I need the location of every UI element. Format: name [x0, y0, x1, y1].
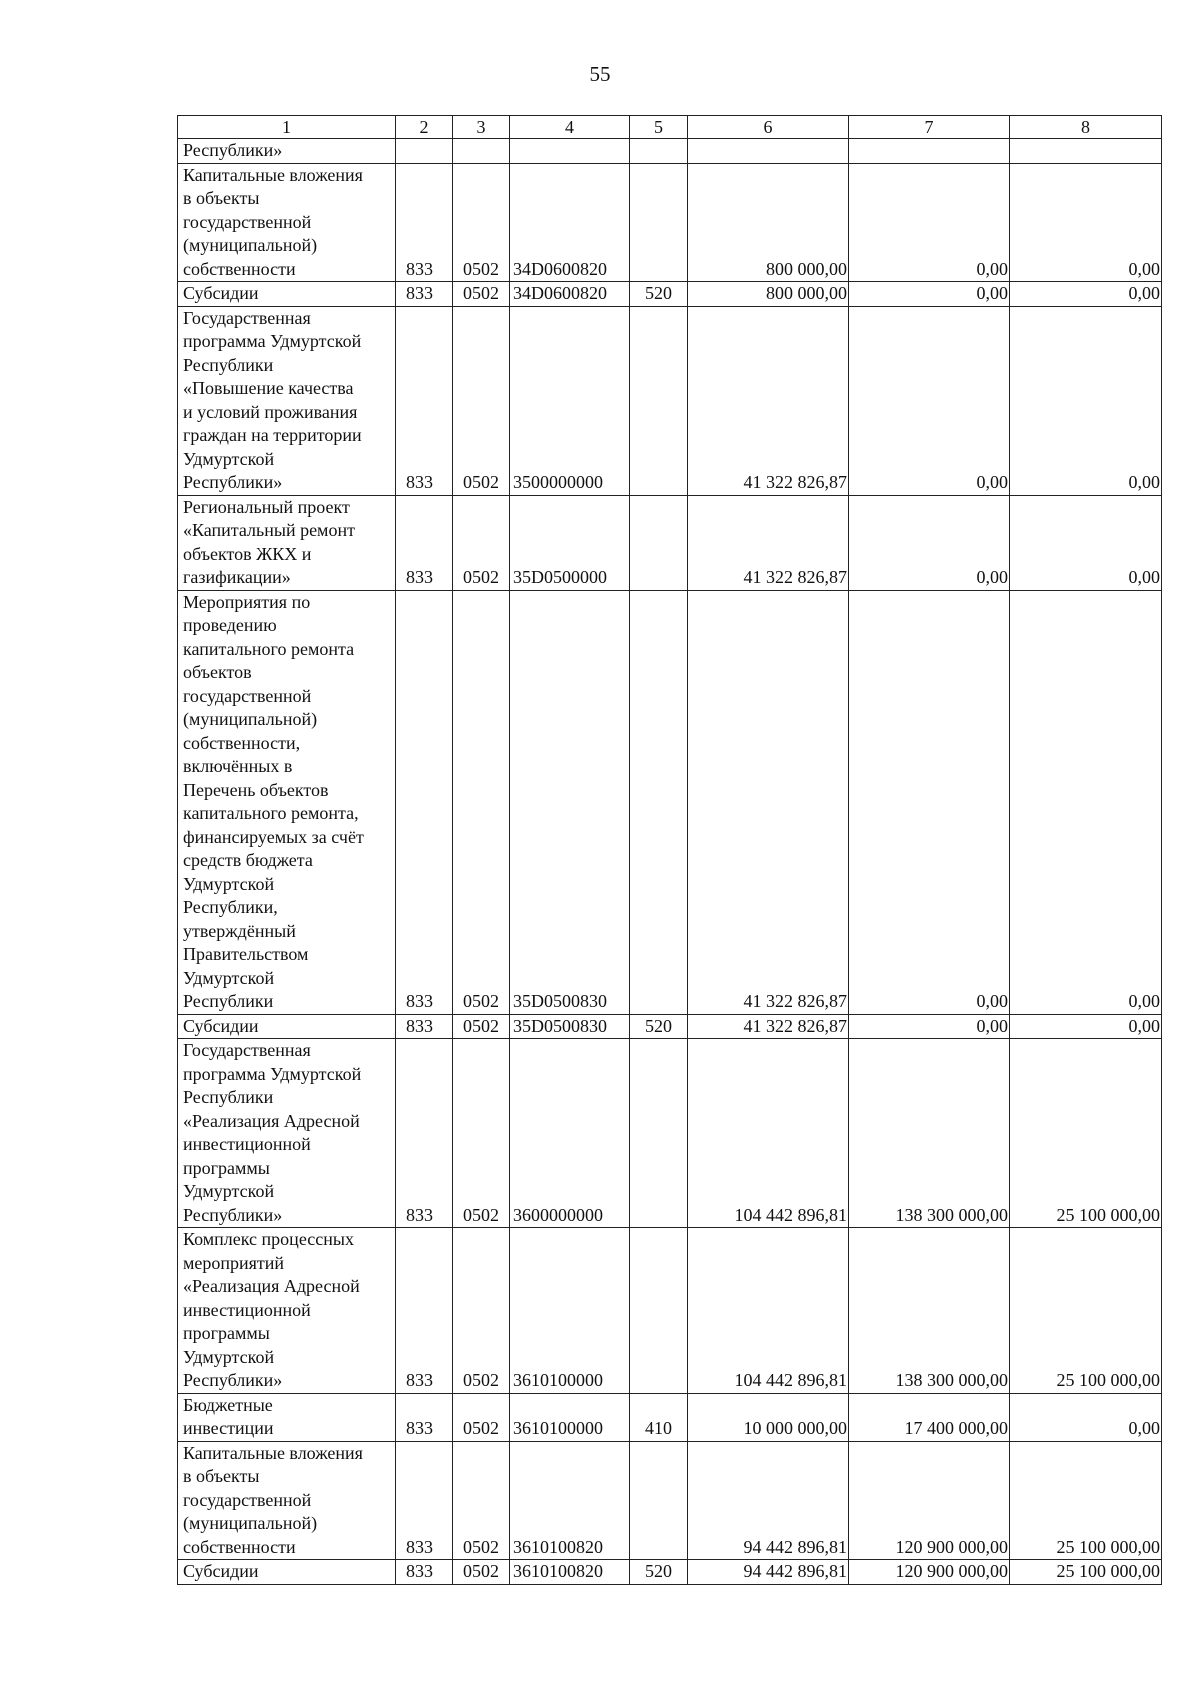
expense-type-cell: 410 [630, 1393, 688, 1441]
section-code-cell: 0502 [453, 1393, 510, 1441]
amount-col7-cell: 0,00 [849, 282, 1010, 307]
row-name-cell: Субсидии [178, 282, 396, 307]
target-article-cell: 35D0500830 [510, 590, 630, 1014]
table-row [178, 1441, 1162, 1560]
target-article-cell: 3600000000 [510, 1039, 630, 1228]
amount-col8-cell: 0,00 [1010, 306, 1162, 495]
target-article-cell: 3500000000 [510, 306, 630, 495]
amount-col7-cell: 138 300 000,00 [849, 1039, 1010, 1228]
section-code-cell: 0502 [453, 1560, 510, 1585]
section-code-cell: 0502 [453, 590, 510, 1014]
expense-type-cell [630, 1441, 688, 1560]
admin-code-cell: 833 [396, 163, 453, 282]
amount-col7-cell: 120 900 000,00 [849, 1560, 1010, 1585]
amount-col8-cell: 25 100 000,00 [1010, 1441, 1162, 1560]
amount-col7-cell [849, 139, 1010, 164]
amount-col8-cell: 0,00 [1010, 282, 1162, 307]
amount-col6-cell: 41 322 826,87 [688, 590, 849, 1014]
admin-code-cell: 833 [396, 282, 453, 307]
table-row [178, 590, 1162, 1014]
target-article-cell: 35D0500830 [510, 1014, 630, 1039]
amount-col7-cell: 0,00 [849, 306, 1010, 495]
expense-type-cell [630, 495, 688, 590]
amount-col6-cell: 104 442 896,81 [688, 1228, 849, 1394]
section-code-cell: 0502 [453, 282, 510, 307]
expense-type-cell: 520 [630, 282, 688, 307]
table-row [178, 306, 1162, 495]
header-cell: 5 [630, 116, 688, 139]
amount-col7-cell: 0,00 [849, 163, 1010, 282]
section-code-cell: 0502 [453, 1441, 510, 1560]
table-header-row [178, 116, 1162, 139]
expense-type-cell [630, 1228, 688, 1394]
table-row [178, 282, 1162, 307]
header-cell: 8 [1010, 116, 1162, 139]
header-cell: 4 [510, 116, 630, 139]
admin-code-cell: 833 [396, 1560, 453, 1585]
amount-col6-cell [688, 139, 849, 164]
admin-code-cell: 833 [396, 590, 453, 1014]
amount-col6-cell: 10 000 000,00 [688, 1393, 849, 1441]
expense-type-cell [630, 163, 688, 282]
admin-code-cell: 833 [396, 1441, 453, 1560]
amount-col6-cell: 41 322 826,87 [688, 1014, 849, 1039]
row-name-cell: Республики» [178, 139, 396, 164]
section-code-cell: 0502 [453, 1228, 510, 1394]
admin-code-cell: 833 [396, 1014, 453, 1039]
amount-col6-cell: 94 442 896,81 [688, 1560, 849, 1585]
row-name-cell: Бюджетные инвестиции [178, 1393, 396, 1441]
table-row [178, 1393, 1162, 1441]
header-cell: 1 [178, 116, 396, 139]
section-code-cell: 0502 [453, 495, 510, 590]
target-article-cell: 3610100000 [510, 1228, 630, 1394]
amount-col8-cell: 0,00 [1010, 1393, 1162, 1441]
row-name-cell: Субсидии [178, 1014, 396, 1039]
budget-table [177, 115, 1162, 1585]
header-cell: 2 [396, 116, 453, 139]
row-name-cell: Капитальные вложения в объекты государственной (муниципальной) собственности [178, 163, 396, 282]
amount-col7-cell: 0,00 [849, 590, 1010, 1014]
admin-code-cell: 833 [396, 1393, 453, 1441]
target-article-cell: 34D0600820 [510, 163, 630, 282]
amount-col7-cell: 0,00 [849, 495, 1010, 590]
amount-col7-cell: 138 300 000,00 [849, 1228, 1010, 1394]
amount-col6-cell: 41 322 826,87 [688, 306, 849, 495]
amount-col8-cell: 0,00 [1010, 1014, 1162, 1039]
section-code-cell: 0502 [453, 1014, 510, 1039]
row-name-cell: Комплекс процессных мероприятий «Реализация Адресной инвестиционной программы Удмуртской Республики» [178, 1228, 396, 1394]
target-article-cell: 34D0600820 [510, 282, 630, 307]
page-number: 55 [589, 62, 611, 86]
amount-col8-cell [1010, 139, 1162, 164]
amount-col8-cell: 0,00 [1010, 163, 1162, 282]
amount-col6-cell: 800 000,00 [688, 282, 849, 307]
amount-col8-cell: 25 100 000,00 [1010, 1039, 1162, 1228]
admin-code-cell: 833 [396, 495, 453, 590]
amount-col8-cell: 0,00 [1010, 495, 1162, 590]
target-article-cell: 35D0500000 [510, 495, 630, 590]
table-row [178, 1560, 1162, 1585]
row-name-cell: Капитальные вложения в объекты государственной (муниципальной) собственности [178, 1441, 396, 1560]
target-article-cell: 3610100000 [510, 1393, 630, 1441]
amount-col6-cell: 104 442 896,81 [688, 1039, 849, 1228]
section-code-cell: 0502 [453, 1039, 510, 1228]
admin-code-cell: 833 [396, 1039, 453, 1228]
table-row [178, 1039, 1162, 1228]
table-row [178, 139, 1162, 164]
row-name-cell: Субсидии [178, 1560, 396, 1585]
section-code-cell: 0502 [453, 306, 510, 495]
table-row [178, 1228, 1162, 1394]
table-row [178, 163, 1162, 282]
header-cell: 6 [688, 116, 849, 139]
section-code-cell: 0502 [453, 163, 510, 282]
admin-code-cell [396, 139, 453, 164]
amount-col6-cell: 41 322 826,87 [688, 495, 849, 590]
admin-code-cell: 833 [396, 1228, 453, 1394]
target-article-cell: 3610100820 [510, 1560, 630, 1585]
header-cell: 7 [849, 116, 1010, 139]
row-name-cell: Государственная программа Удмуртской Республики «Повышение качества и условий проживания граждан на территории Удмуртской Республики» [178, 306, 396, 495]
expense-type-cell: 520 [630, 1014, 688, 1039]
expense-type-cell: 520 [630, 1560, 688, 1585]
amount-col8-cell: 0,00 [1010, 590, 1162, 1014]
admin-code-cell: 833 [396, 306, 453, 495]
amount-col8-cell: 25 100 000,00 [1010, 1560, 1162, 1585]
section-code-cell [453, 139, 510, 164]
expense-type-cell [630, 590, 688, 1014]
expense-type-cell [630, 139, 688, 164]
amount-col8-cell: 25 100 000,00 [1010, 1228, 1162, 1394]
target-article-cell [510, 139, 630, 164]
amount-col7-cell: 0,00 [849, 1014, 1010, 1039]
row-name-cell: Региональный проект «Капитальный ремонт объектов ЖКХ и газификации» [178, 495, 396, 590]
amount-col6-cell: 800 000,00 [688, 163, 849, 282]
target-article-cell: 3610100820 [510, 1441, 630, 1560]
amount-col7-cell: 120 900 000,00 [849, 1441, 1010, 1560]
table-row [178, 1014, 1162, 1039]
row-name-cell: Государственная программа Удмуртской Республики «Реализация Адресной инвестиционной программы Удмуртской Республики» [178, 1039, 396, 1228]
amount-col6-cell: 94 442 896,81 [688, 1441, 849, 1560]
table-row [178, 495, 1162, 590]
row-name-cell: Мероприятия по проведению капитального ремонта объектов государственной (муниципальной) собственности, включённых в Перечень объектов капитального ремонта, финансируемых за счёт средств бюджета Удмуртской Республики, утверждённый Правительством Удмуртской Республики [178, 590, 396, 1014]
header-cell: 3 [453, 116, 510, 139]
expense-type-cell [630, 306, 688, 495]
expense-type-cell [630, 1039, 688, 1228]
amount-col7-cell: 17 400 000,00 [849, 1393, 1010, 1441]
